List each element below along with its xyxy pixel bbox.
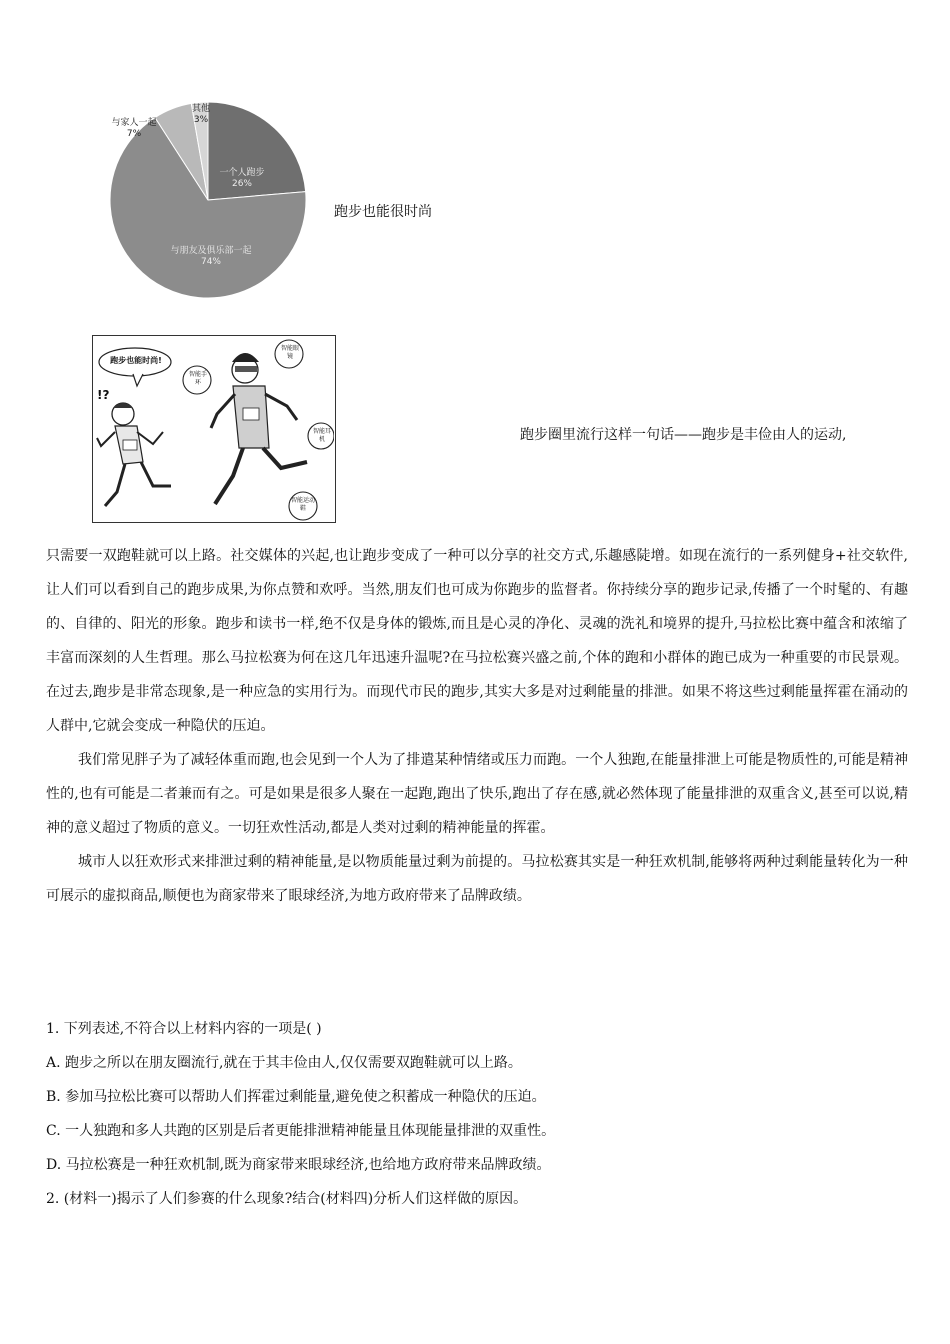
pie-label-other: 其他 3%	[191, 104, 210, 125]
comic-caption: 跑步圈里流行这样一句话——跑步是丰俭由人的运动,	[520, 427, 847, 443]
paragraph-3: 城市人以狂欢形式来排泄过剩的精神能量,是以物质能量过剩为前提的。马拉松赛其实是一种狂欢机制,能够将两种过剩能量转化为一种可展示的虚拟商品,顺便也为商家带来了眼球经济,为地方政府带来了品牌政绩。	[46, 854, 908, 904]
comic-tag-earphone: 智能耳机	[312, 428, 331, 443]
option-c: C. 一人独跑和多人共跑的区别是后者更能排泄精神能量且体现能量排泄的双重性。	[46, 1123, 556, 1139]
comic-illustration	[92, 335, 336, 523]
pie-label-alone: 一个人跑步 26%	[219, 168, 265, 189]
option-a: A. 跑步之所以在朋友圈流行,就在于其丰俭由人,仅仅需要双跑鞋就可以上路。	[46, 1055, 522, 1071]
question-2: 2. (材料一)揭示了人们参赛的什么现象?结合(材料四)分析人们这样做的原因。	[46, 1191, 528, 1207]
option-b: B. 参加马拉松比赛可以帮助人们挥霍过剩能量,避免使之积蓄成一种隐伏的压迫。	[46, 1089, 546, 1105]
paragraph-2: 我们常见胖子为了减轻体重而跑,也会见到一个人为了排遣某种情绪或压力而跑。一个人独跑,在能量排泄上可能是物质性的,可能是精神性的,也有可能是二者兼而有之。可是如果是很多人聚在一起跑,跑出了快乐,跑出了存在感,就必然体现了能量排泄的双重含义,甚至可以说,精神的意义超过了物质的意义。一切狂欢性活动,都是人类对过剩的精神能量的挥霍。	[46, 752, 908, 836]
comic-tag-glasses: 智能眼镜	[280, 345, 299, 360]
article-body	[46, 539, 908, 913]
comic-speech: 跑步也能时尚!	[110, 356, 162, 365]
pie-label-family: 与家人一起 7%	[111, 118, 157, 139]
pie-chart	[108, 100, 308, 300]
pie-caption: 跑步也能很时尚	[334, 204, 432, 220]
question-1: 1. 下列表述,不符合以上材料内容的一项是( )	[46, 1021, 322, 1037]
comic-tag-band: 智能手环	[188, 371, 207, 386]
option-d: D. 马拉松赛是一种狂欢机制,既为商家带来眼球经济,也给地方政府带来品牌政绩。	[46, 1157, 551, 1173]
pie-label-friends: 与朋友及俱乐部一起 74%	[170, 246, 252, 267]
question-list	[46, 1012, 908, 1216]
comic-tag-shoes: 智能运动鞋	[291, 497, 316, 512]
paragraph-1: 只需要一双跑鞋就可以上路。社交媒体的兴起,也让跑步变成了一种可以分享的社交方式,乐趣感陡增。如现在流行的一系列健身+社交软件,让人们可以看到自己的跑步成果,为你点赞和欢呼。当然,朋友们也可成为你跑步的监督者。你持续分享的跑步记录,传播了一个时髦的、有趣的、自律的、阳光的形象。跑步和读书一样,绝不仅是身体的锻炼,而且是心灵的净化、灵魂的洗礼和境界的提升,马拉松比赛中蕴含和浓缩了丰富而深刻的人生哲理。那么马拉松赛为何在这几年迅速升温呢?在马拉松赛兴盛之前,个体的跑和小群体的跑已成为一种重要的市民景观。在过去,跑步是非常态现象,是一种应急的实用行为。而现代市民的跑步,其实大多是对过剩能量的排泄。如果不将这些过剩能量挥霍在涌动的人群中,它就会变成一种隐伏的压迫。	[46, 548, 908, 734]
comic-exclaim: !?	[97, 388, 110, 402]
